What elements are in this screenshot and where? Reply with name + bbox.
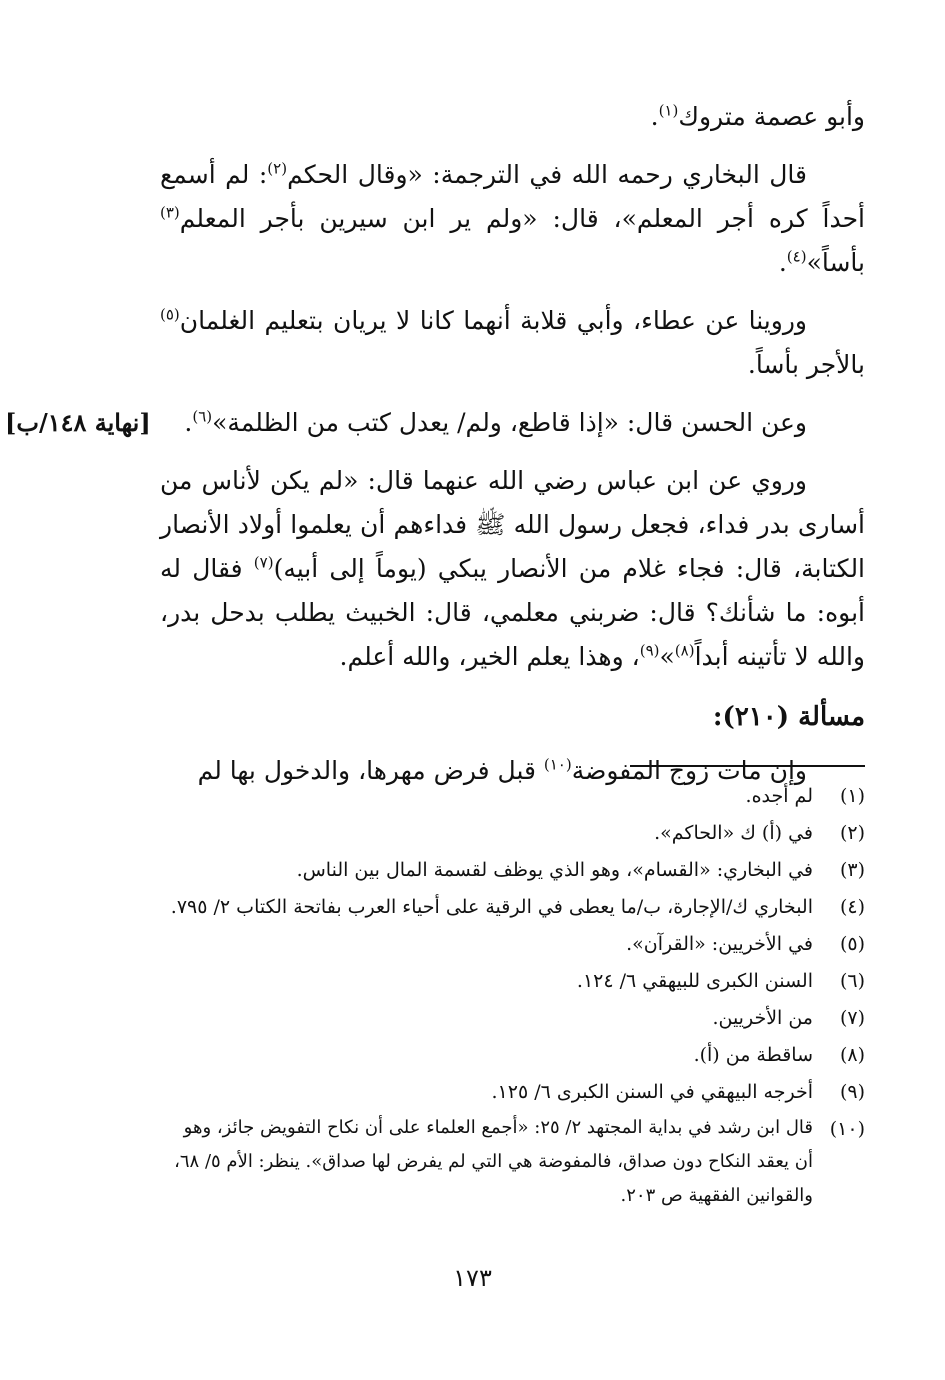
footnote-ref: (٩) [639,641,660,660]
footnotes [165,778,865,1213]
footnote: (٥) في الأخريين: «القرآن». [626,933,865,955]
footnote: (١) لم أجده. [745,785,865,807]
footnote-ref: (٣) [160,203,180,222]
paragraph-3: وروينا عن عطاء، وأبي قلابة أنهما كانا لا يريان بتعليم الغلمان$^{(٥)}$ بالأجر بأساً. [160,305,865,379]
footnote-ref: (٤) [786,247,807,266]
page-number: ١٧٣ [453,1264,492,1292]
footnote: (٧) من الأخريين. [712,1007,865,1029]
footnote: (٤) البخاري ك/الإجارة، ب/ما يعطى في الرقية على أحياء العرب بفاتحة الكتاب ٢/ ٧٩٥. [170,896,865,918]
footnote-ref: (٧) [253,553,274,572]
footnote-ref: (١٠) [543,755,572,774]
footnote-ref: (١) [658,101,679,120]
paragraph-2: قال البخاري رحمه الله في الترجمة: «وقال الحكم$^{(٢)}$: لم أسمع أحداً كره أجر المعلم»، قال: «ولم ير ابن سيرين بأجر المعلم$^{(٣)}$ بأساً»$^{(٤)}$. [160,159,865,277]
footnote: (٩) أخرجه البيهقي في السنن الكبرى ٦/ ١٢٥. [491,1081,865,1103]
paragraph-6: وإن مات زوج المفوضة$^{(١٠)}$ قبل فرض مهرها، والدخول بها لم [197,755,807,785]
footnote: (٦) السنن الكبرى للبيهقي ٦/ ١٢٤. [576,970,865,992]
main-text [5,95,866,793]
paragraph-4: وعن الحسن قال: «إذا قاطع، ولم/ يعدل كتب من الظلمة»$^{(٦)}$. [نهاية ١٤٨/ب] [160,401,865,445]
paragraph-5: وروي عن ابن عباس رضي الله عنهما قال: «لم يكن لأناس من أسارى بدر فداء، فجعل رسول الله ﷺ فداءهم أن يعلموا أولاد الأنصار الكتابة، قال: فجاء غلام من الأنصار يبكي (يوماً إلى أبيه)$^{(٧)}$ فقال له أبوه: ما شأنك؟ قال: ضربني معلمي، قال: الخبيث يطلب بدحل بدر، والله لا تأتينه أبداً$^{(٨)}$»$^{(٩)}$، وهذا يعلم الخير، والله أعلم. [160,466,866,671]
footnote-ref: (٦) [192,407,213,426]
section-heading: مسألة (٢١٠): [712,702,865,732]
footnote-ref: (٥) [160,305,180,324]
footnote-ref: (٢) [267,159,288,178]
footnote: (١٠) قال ابن رشد في بداية المجتهد ٢/ ٢٥: «أجمع العلماء على أن نكاح التفويض جائز، وهو أن يعقد النكاح دون صداق، فالمفوضة هي التي لم يفرض لها صداق». ينظر: الأم ٥/ ٦٨، والقوانين الفقهية ص ٢٠٣. [174,1117,865,1206]
manuscript-marker: [نهاية ١٤٨/ب] [5,408,151,437]
footnote: (٨) ساقطة من (أ). [693,1044,865,1066]
footnote-ref: (٨) [674,641,695,660]
footnote: (٢) في (أ) ك «الحاكم». [654,822,865,844]
footnote: (٣) في البخاري: «القسام»، وهو الذي يوظف لقسمة المال بين الناس. [296,859,865,881]
paragraph-1: وأبو عصمة متروك$^{(١)}$. [650,101,865,131]
footnote-divider [630,765,865,767]
